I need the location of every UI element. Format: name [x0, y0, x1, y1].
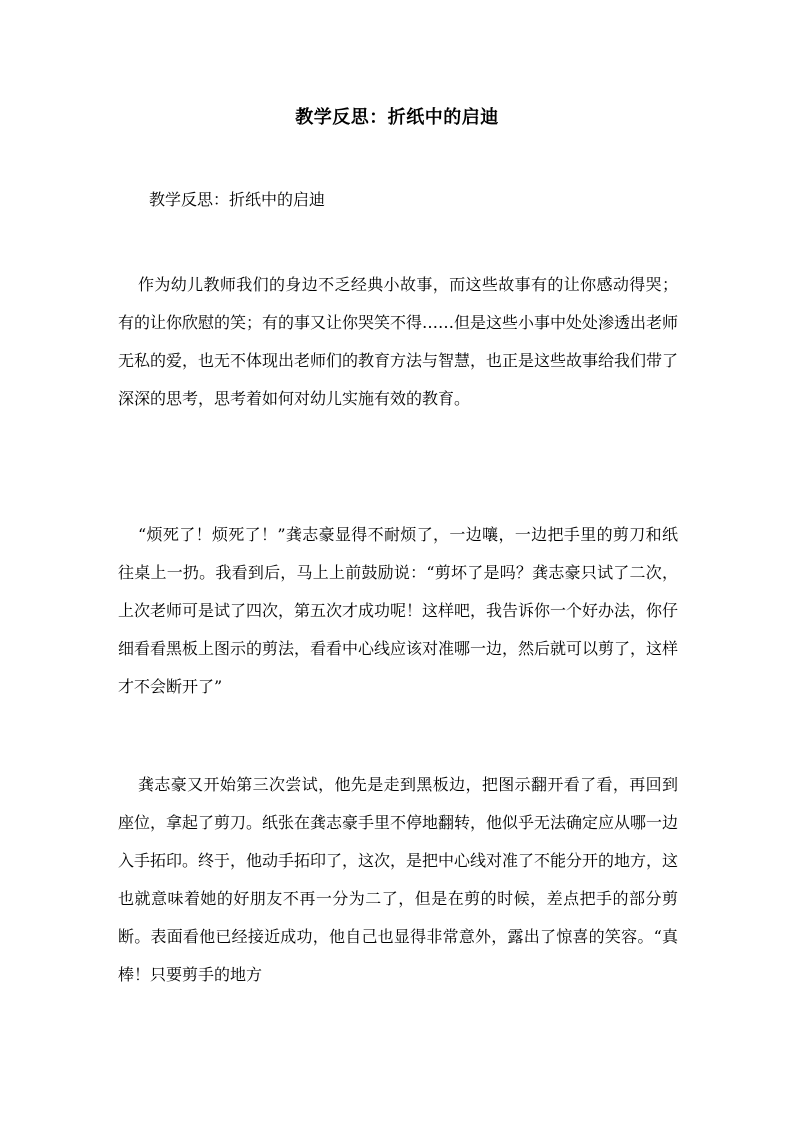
- document-title: 教学反思：折纸中的启迪: [295, 107, 499, 128]
- paragraph-2: “烦死了！烦死了！”龚志豪显得不耐烦了，一边嚷，一边把手里的剪刀和纸往桌上一扔。我看到后，马上上前鼓励说：“剪坏了是吗？龚志豪只试了二次，上次老师可是试了四次，第五次才成功呢！这样吧，我告诉你一个好办法，你仔细看看黑板上图示的剪法，看看中心线应该对准哪一边，然后就可以剪了，这样才不会断开了”: [118, 525, 679, 696]
- document-subtitle: 教学反思：折纸中的启迪: [149, 190, 326, 209]
- paragraph-3: 龚志豪又开始第三次尝试，他先是走到黑板边，把图示翻开看了看，再回到座位，拿起了剪刀。纸张在龚志豪手里不停地翻转，他似乎无法确定应从哪一边入手拓印。终于，他动手拓印了，这次，是把中心线对准了不能分开的地方，这也就意味着她的好朋友不再一分为二了，但是在剪的时候，差点把手的部分剪断。表面看他已经接近成功，他自己也显得非常意外，露出了惊喜的笑容。“真棒！只要剪手的地方: [118, 775, 679, 984]
- paragraph-1: 作为幼儿教师我们的身边不乏经典小故事，而这些故事有的让你感动得哭；有的让你欣慰的笑；有的事又让你哭笑不得……但是这些小事中处处渗透出老师无私的爱，也无不体现出老师们的教育方法与智慧，也正是这些故事给我们带了深深的思考，思考着如何对幼儿实施有效的教育。: [118, 275, 679, 408]
